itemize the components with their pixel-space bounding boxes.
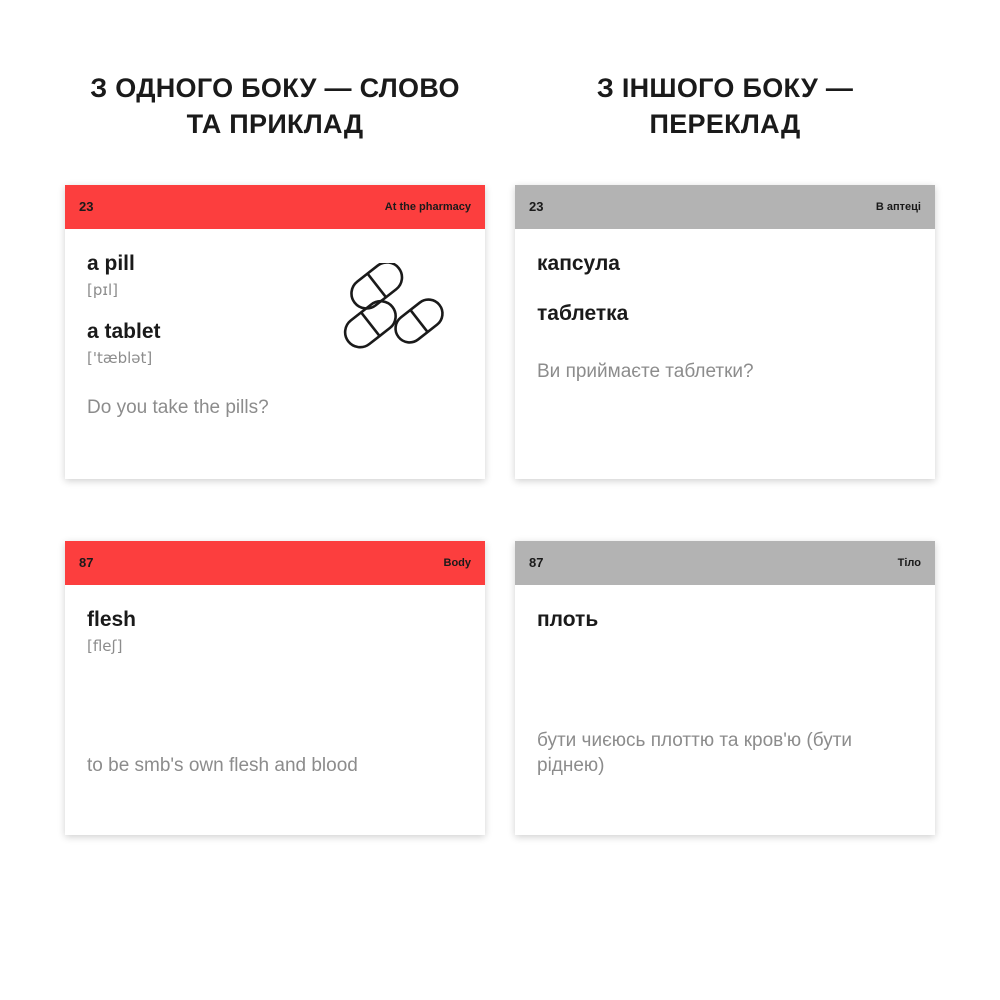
- card-topic: Тіло: [897, 556, 921, 569]
- card-number: 87: [529, 555, 544, 571]
- flashcard-front-pill[interactable]: [65, 185, 485, 479]
- card-number: 87: [79, 555, 94, 571]
- column-heading-front: З ОДНОГО БОКУ — СЛОВО ТА ПРИКЛАД: [90, 73, 460, 140]
- card-transcription-primary: [fleʃ]: [87, 637, 123, 656]
- card-header-bar: [515, 541, 935, 585]
- column-heading-back: З ІНШОГО БОКУ — ПЕРЕКЛАД: [596, 73, 854, 140]
- card-header-bar: [515, 185, 935, 229]
- column-back: [500, 70, 950, 897]
- flashcard-front-flesh[interactable]: [65, 541, 485, 835]
- card-topic: Body: [443, 556, 471, 569]
- card-header-bar: [65, 185, 485, 229]
- card-example: Do you take the pills?: [87, 397, 269, 419]
- card-header-bar: [65, 541, 485, 585]
- card-word-primary: a pill: [87, 251, 135, 275]
- card-word-secondary: a tablet: [87, 320, 161, 344]
- column-front: [50, 70, 500, 897]
- card-body: [515, 229, 935, 479]
- card-example: to be smb's own flesh and blood: [87, 755, 358, 777]
- card-word-primary: плоть: [537, 607, 599, 631]
- card-word-primary: flesh: [87, 607, 137, 631]
- card-example: Ви приймаєте таблетки?: [537, 361, 754, 383]
- card-topic: В аптеці: [875, 200, 921, 213]
- card-topic: At the pharmacy: [384, 200, 471, 213]
- pills-icon: [341, 263, 451, 351]
- card-word-primary: капсула: [537, 251, 620, 275]
- card-word-secondary: таблетка: [537, 302, 629, 326]
- card-body: [65, 229, 485, 479]
- card-number: 23: [529, 199, 544, 215]
- card-transcription-primary: [pɪl]: [87, 281, 118, 300]
- flashcard-back-pill[interactable]: [515, 185, 935, 479]
- card-body: [65, 585, 485, 835]
- flashcard-back-flesh[interactable]: [515, 541, 935, 835]
- card-number: 23: [79, 199, 94, 215]
- card-body: [515, 585, 935, 835]
- card-example: бути чиєюсь плоттю та кров'ю (бути ріднею): [537, 729, 853, 777]
- card-transcription-secondary: ['tæblət]: [87, 349, 153, 368]
